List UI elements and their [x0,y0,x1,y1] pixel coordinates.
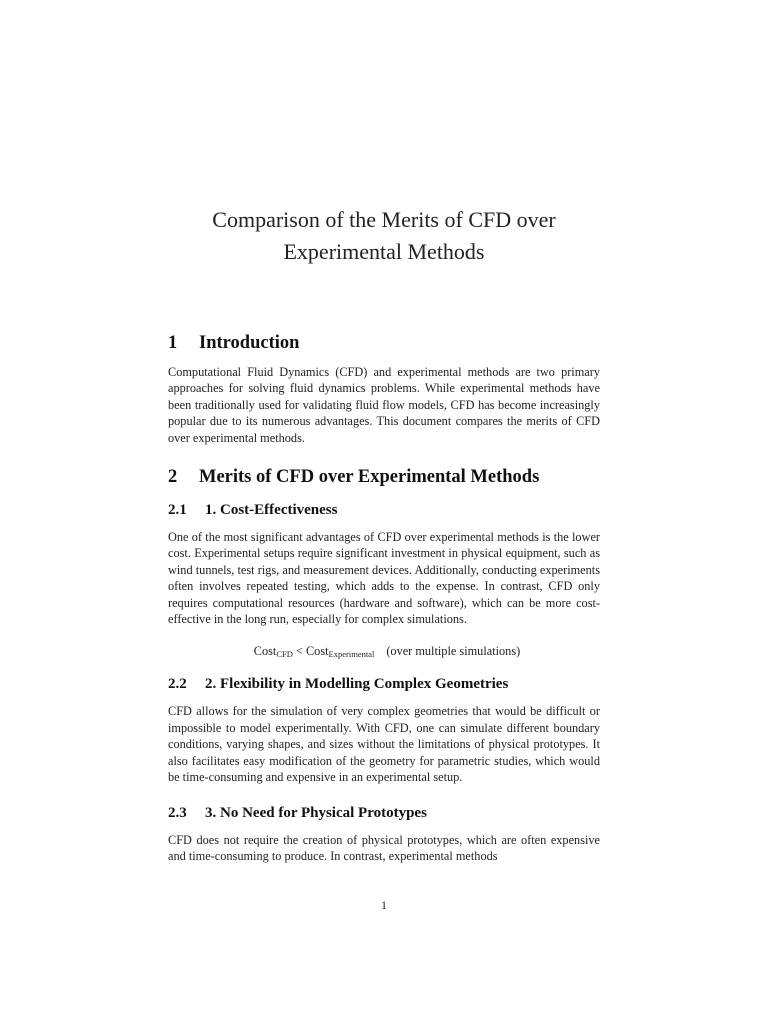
equation-rhs-base: Cost [305,644,329,659]
document-body [168,330,600,864]
title-line-1: Comparison of the Merits of CFD over [212,207,556,232]
document-title [0,204,768,268]
title-line-2: Experimental Methods [283,239,485,264]
section-title: Introduction [199,333,300,353]
subsection-number: 2.3 [168,804,187,821]
subsection-title: 1. Cost-Effectiveness [205,502,338,519]
subsection-heading-prototypes [168,802,600,824]
equation-lhs-base: Cost [253,644,277,659]
introduction-paragraph: Computational Fluid Dynamics (CFD) and experimental methods are two primary approaches for solving fluid dynamics problems. While experimental methods have been traditionally used for validating fluid flow models, CFD has become increasingly popular due to its numerous advantages. This document compares the merits of CFD over experimental methods. [168,365,600,445]
section-title: Merits of CFD over Experimental Methods [199,467,540,488]
prototypes-paragraph: CFD does not require the creation of physical prototypes, which are often expensive and time-consuming to produce. In contrast, experimental methods [168,832,600,863]
subsection-heading-flexibility [168,673,600,695]
cost-inequality-equation [168,643,600,659]
subsection-heading-cost-effectiveness [168,499,600,521]
subsection-title: 3. No Need for Physical Prototypes [205,804,427,821]
page-number: 1 [381,898,387,912]
subsection-title: 2. Flexibility in Modelling Complex Geometries [205,676,509,693]
section-number: 1 [168,333,178,353]
section-number: 2 [168,467,178,488]
subsection-number: 2.2 [168,676,187,693]
section-heading-merits [168,464,600,490]
equation-rhs-subscript: Experimental [328,649,375,660]
flexibility-paragraph: CFD allows for the simulation of very complex geometries that would be difficult or impossible to model experimentally. With CFD, one can simulate different boundary conditions, varying shapes, and sizes without the limitations of physical prototypes. It also facilitates easy modification of the geometry for parametric studies, which would be time-consuming and expensive in an experimental setup. [168,704,600,785]
subsection-number: 2.1 [168,502,187,519]
equation-note: (over multiple simulations) [386,644,521,659]
equation-lhs-subscript: CFD [276,649,293,660]
section-heading-introduction [168,330,600,356]
equation-operator: < [295,644,303,659]
cost-effectiveness-paragraph: One of the most significant advantages of CFD over experimental methods is the lower cost. Experimental setups require significant investment in physical equipment, such as wind tunnels, test rigs, and measurement devices. Additionally, conducting experiments often involves repeated testing, which adds to the expense. In contrast, CFD only requires computational resources (hardware and software), which can be more cost-effective in the long run, especially for complex simulations. [168,530,600,627]
